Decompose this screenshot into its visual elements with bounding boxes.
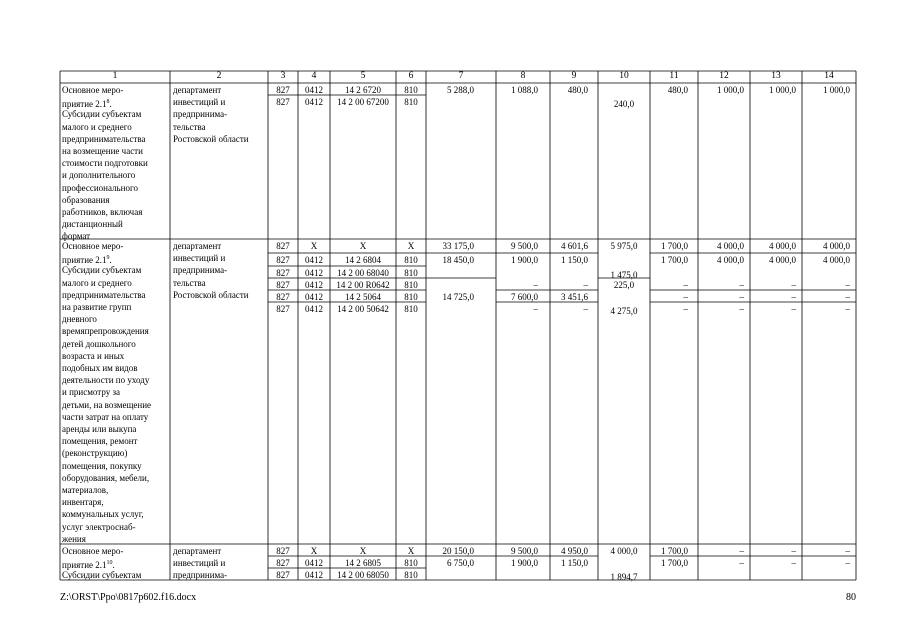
value-cell: 1 900,0 <box>511 255 538 265</box>
value-cell: – <box>739 546 744 556</box>
executor-line: Ростовской области <box>173 133 249 144</box>
value-cell: – <box>683 280 688 290</box>
measure-name-line: малого и среднего <box>62 121 132 132</box>
measure-name-line: Субсидии субъектам <box>62 570 142 581</box>
value-cell: 1 475,0 <box>610 270 638 280</box>
measure-name-line: помещения, покупку <box>62 460 142 471</box>
budget-code-cell: 14 2 00 68040 <box>337 268 389 278</box>
value-cell: 4 601,6 <box>561 241 588 251</box>
measure-name-line: приятие $2.1^9$. <box>62 255 112 266</box>
measure-name-line: жения <box>62 533 86 544</box>
value-cell: 1 150,0 <box>561 558 588 568</box>
executor-line: предпринима- <box>173 109 228 120</box>
measure-name-line: времяпрепровождения <box>62 326 149 337</box>
value-cell: 827 <box>276 97 290 107</box>
measure-name-line: возраста и иных <box>62 350 125 361</box>
value-cell: 0412 <box>305 304 323 314</box>
value-cell: 810 <box>404 558 418 568</box>
value-cell: 827 <box>276 241 290 251</box>
measure-name-line: Субсидии субъектам <box>62 109 142 120</box>
measure-name-line: материалов, <box>62 485 109 495</box>
column-number-header: 1 <box>112 71 118 81</box>
value-cell: 0412 <box>305 97 323 107</box>
value-cell: X <box>310 241 318 251</box>
value-cell: – <box>845 304 850 314</box>
value-cell: 4 950,0 <box>561 546 588 556</box>
value-cell: 4 000,0 <box>769 255 796 265</box>
measure-name-line: стоимости подготовки <box>62 158 148 169</box>
budget-code-cell: 14 2 5064 <box>345 292 381 302</box>
measure-name-line: коммунальных услуг, <box>62 509 144 520</box>
column-number-header: 2 <box>216 71 222 81</box>
value-cell: 827 <box>276 558 290 568</box>
value-cell: 9 500,0 <box>511 241 538 251</box>
measure-name-line: профессионального <box>62 182 138 193</box>
measure-name-line: формат <box>62 231 91 242</box>
column-number-header: 7 <box>458 71 464 81</box>
value-cell: – <box>845 558 850 568</box>
value-cell: 810 <box>404 85 418 95</box>
value-cell: 1 700,0 <box>661 255 688 265</box>
value-cell: 827 <box>276 546 290 556</box>
value-cell: – <box>791 304 796 314</box>
value-cell: 1 700,0 <box>661 241 688 251</box>
value-cell: 810 <box>404 268 418 278</box>
executor-line: инвестиций и <box>173 97 226 108</box>
value-cell: – <box>683 292 688 302</box>
value-cell: 7 600,0 <box>511 292 538 302</box>
value-cell: 810 <box>404 255 418 265</box>
value-cell: 827 <box>276 255 290 265</box>
value-cell: 225,0 <box>613 280 635 290</box>
column-number-header: 14 <box>824 71 834 81</box>
value-cell: X <box>310 546 318 556</box>
value-cell: 5 975,0 <box>610 241 638 251</box>
budget-code-cell: 14 2 6804 <box>345 255 381 265</box>
value-cell: 0412 <box>305 570 323 580</box>
value-cell: 810 <box>404 280 418 290</box>
measure-name-line: и присмотру за <box>62 387 120 398</box>
budget-code-cell: 14 2 00 50642 <box>337 304 389 314</box>
measure-name-line: деятельности по уходу <box>62 375 150 386</box>
value-cell: 1 088,0 <box>511 85 538 95</box>
budget-code-cell: X <box>359 546 367 556</box>
executor-line: департамент <box>173 546 222 556</box>
value-cell: 810 <box>404 304 418 314</box>
measure-name-line: приятие $2.1^{10}$. <box>62 560 115 571</box>
value-cell: 810 <box>404 292 418 302</box>
value-cell: 1 894,7 <box>610 572 638 582</box>
column-number-header: 8 <box>520 71 526 81</box>
value-cell: – <box>739 292 744 302</box>
value-cell: 20 150,0 <box>442 546 474 556</box>
value-cell: 1 150,0 <box>561 255 588 265</box>
measure-name-line: оборудования, мебели, <box>62 472 150 483</box>
footnote-marker: 10 <box>106 560 113 567</box>
value-cell: 4 000,0 <box>717 241 744 251</box>
value-cell: – <box>791 546 796 556</box>
value-cell: – <box>739 304 744 314</box>
value-cell: 5 288,0 <box>447 85 474 95</box>
value-cell: 4 000,0 <box>823 241 850 251</box>
measure-name-line: помещения, ремонт <box>62 436 138 447</box>
value-cell: 9 500,0 <box>511 546 538 556</box>
executor-line: департамент <box>173 85 222 95</box>
value-cell: 1 000,0 <box>823 85 850 95</box>
measure-name-line: (реконструкцию) <box>62 448 128 459</box>
value-cell: 1 700,0 <box>661 546 688 556</box>
value-cell: – <box>791 292 796 302</box>
value-cell: X <box>407 241 415 251</box>
value-cell: 4 275,0 <box>610 306 638 316</box>
value-cell: – <box>791 558 796 568</box>
value-cell: 827 <box>276 570 290 580</box>
value-cell: 827 <box>276 280 290 290</box>
value-cell: – <box>845 292 850 302</box>
value-cell: 480,0 <box>567 85 588 95</box>
value-cell: – <box>683 304 688 314</box>
value-cell: – <box>739 280 744 290</box>
budget-code-cell: 14 2 00 R0642 <box>336 280 390 290</box>
budget-code-cell: 14 2 00 68050 <box>337 570 389 580</box>
measure-name-line: образования <box>62 194 110 205</box>
measure-name-line: дневного <box>62 314 97 325</box>
measure-name-line: на развитие групп <box>62 302 132 312</box>
measure-name-line: Субсидии субъектам <box>62 265 142 276</box>
executor-line: предпринима- <box>173 265 228 276</box>
measure-name-line: приятие $2.1^8$. <box>62 99 112 110</box>
value-cell: 810 <box>404 97 418 107</box>
executor-line: тельства <box>173 277 206 288</box>
column-number-header: 10 <box>619 71 629 81</box>
value-cell: 827 <box>276 268 290 278</box>
measure-name-line: работников, включая <box>62 207 143 217</box>
value-cell: – <box>583 280 588 290</box>
value-cell: 4 000,0 <box>823 255 850 265</box>
value-cell: 6 750,0 <box>447 558 474 568</box>
footnote-marker: 8 <box>106 99 110 106</box>
value-cell: 0412 <box>305 280 323 290</box>
value-cell: 0412 <box>305 255 323 265</box>
measure-name-line: Основное меро- <box>62 241 124 251</box>
budget-code-cell: 14 2 6805 <box>345 558 381 568</box>
measure-name-line: инвентаря, <box>62 497 104 508</box>
value-cell: – <box>845 280 850 290</box>
value-cell: 3 451,6 <box>561 292 588 302</box>
measure-name-line: подобных им видов <box>62 363 138 373</box>
executor-line: тельства <box>173 121 206 132</box>
value-cell: – <box>533 304 538 314</box>
value-cell: – <box>845 546 850 556</box>
value-cell: 240,0 <box>613 99 635 109</box>
measure-name-line: и дополнительного <box>62 170 136 181</box>
budget-code-cell: 14 2 00 67200 <box>337 97 389 107</box>
measure-name-line: Основное меро- <box>62 85 124 95</box>
value-cell: 827 <box>276 85 290 95</box>
value-cell: 1 000,0 <box>769 85 796 95</box>
value-cell: 0412 <box>305 558 323 568</box>
measure-name-line: предпринимательства <box>62 133 146 144</box>
value-cell: 0412 <box>305 268 323 278</box>
budget-code-cell: 14 2 6720 <box>345 85 381 95</box>
column-number-header: 12 <box>719 71 729 81</box>
page-number: 80 <box>846 592 856 603</box>
value-cell: 4 000,0 <box>717 255 744 265</box>
value-cell: 4 000,0 <box>769 241 796 251</box>
measure-name-line: Основное меро- <box>62 546 124 556</box>
column-number-header: 5 <box>360 71 366 81</box>
value-cell: – <box>533 280 538 290</box>
measure-name-line: аренды или выкупа <box>62 424 137 434</box>
executor-line: инвестиций и <box>173 558 226 569</box>
executor-line: Ростовской области <box>173 289 249 300</box>
value-cell: 827 <box>276 292 290 302</box>
value-cell: 1 900,0 <box>511 558 538 568</box>
value-cell: 0412 <box>305 292 323 302</box>
footnote-marker: 9 <box>106 255 110 262</box>
value-cell: 810 <box>404 570 418 580</box>
column-number-header: 6 <box>408 71 414 81</box>
measure-name-line: дистанционный <box>62 219 123 230</box>
column-number-header: 4 <box>311 71 317 81</box>
measure-name-line: услуг электроснаб- <box>62 521 136 532</box>
value-cell: 1 700,0 <box>661 558 688 568</box>
value-cell: X <box>407 546 415 556</box>
value-cell: 14 725,0 <box>442 292 474 302</box>
executor-line: инвестиций и <box>173 253 226 264</box>
value-cell: 480,0 <box>667 85 688 95</box>
value-cell: 18 450,0 <box>442 255 474 265</box>
measure-name-line: части затрат на оплату <box>62 411 149 422</box>
value-cell: – <box>739 558 744 568</box>
column-number-header: 9 <box>571 71 577 81</box>
value-cell: 4 000,0 <box>610 546 638 556</box>
file-path-footer: Z:\ORST\Ppo\0817p602.f16.docx <box>60 592 197 603</box>
executor-line: департамент <box>173 241 222 251</box>
measure-name-line: на возмещение части <box>62 146 143 156</box>
measure-name-line: предпринимательства <box>62 289 146 300</box>
executor-line: предпринима- <box>173 570 228 581</box>
measure-name-line: детьми, на возмещение <box>62 399 152 410</box>
value-cell: 1 000,0 <box>717 85 744 95</box>
measure-name-line: детей дошкольного <box>62 338 136 349</box>
value-cell: – <box>583 304 588 314</box>
column-number-header: 11 <box>669 71 679 81</box>
measure-name-line: малого и среднего <box>62 277 132 288</box>
budget-code-cell: X <box>359 241 367 251</box>
column-number-header: 3 <box>280 71 286 81</box>
column-number-header: 13 <box>771 71 781 81</box>
value-cell: – <box>791 280 796 290</box>
value-cell: 827 <box>276 304 290 314</box>
value-cell: 33 175,0 <box>442 241 474 251</box>
value-cell: 0412 <box>305 85 323 95</box>
